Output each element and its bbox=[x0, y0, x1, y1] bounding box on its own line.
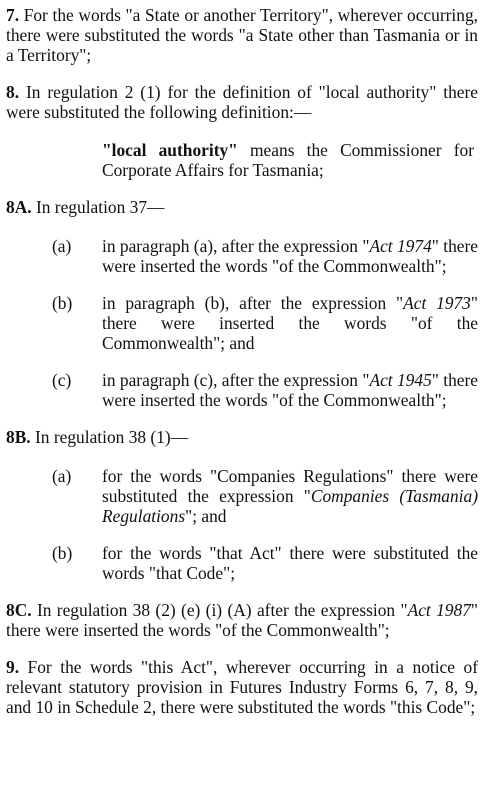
paragraph-7 bbox=[6, 5, 478, 65]
act-name: Act 1973 bbox=[403, 293, 471, 313]
text-segment: " there were inserted the words "of the Commonwealth"; bbox=[102, 236, 478, 276]
paragraph-text: In regulation 2 (1) for the definition of "local authority" there were substituted the following definition:— bbox=[6, 82, 478, 122]
paragraph-number: 8C. bbox=[6, 600, 32, 620]
paragraph-number: 7. bbox=[6, 5, 20, 25]
text-segment: in paragraph (b), after the expression " bbox=[102, 293, 404, 313]
paragraph-8b bbox=[6, 427, 478, 447]
text-segment: in paragraph (c), after the expression " bbox=[102, 370, 370, 390]
text-segment: " there were inserted the words "of the Commonwealth"; bbox=[102, 370, 478, 410]
subparagraph-text bbox=[102, 466, 478, 526]
definition-text: means the Commissioner for Corporate Affairs for Tasmania; bbox=[102, 140, 474, 180]
text-segment: In regulation 38 (2) (e) (i) (A) after the expression " bbox=[31, 600, 408, 620]
subparagraph-8a-a bbox=[6, 236, 478, 276]
text-segment: for the words "Companies Regulations" there were substituted the expression " bbox=[102, 466, 478, 506]
subparagraph-label: (a) bbox=[52, 466, 72, 486]
paragraph-8c bbox=[6, 600, 478, 640]
subparagraph-text bbox=[102, 293, 478, 353]
text-segment: "; and bbox=[185, 506, 227, 526]
subparagraph-8b-b bbox=[6, 543, 478, 583]
text-segment: in paragraph (a), after the expression " bbox=[102, 236, 370, 256]
act-name: Act 1974 bbox=[369, 236, 432, 256]
subparagraph-label: (b) bbox=[52, 293, 73, 313]
text-segment: " there were inserted the words "of the Commonwealth"; and bbox=[102, 293, 478, 353]
subparagraph-label: (b) bbox=[52, 543, 73, 563]
act-name: Act 1987 bbox=[407, 600, 471, 620]
text-segment: " there were inserted the words "of the Commonwealth"; bbox=[6, 600, 478, 640]
subparagraph-text bbox=[102, 236, 478, 276]
paragraph-9 bbox=[6, 657, 478, 717]
subparagraph-8a-b bbox=[6, 293, 478, 353]
paragraph-text: In regulation 38 (1)— bbox=[30, 427, 189, 447]
subparagraph-label: (a) bbox=[52, 236, 72, 256]
paragraph-8a bbox=[6, 197, 478, 217]
paragraph-number: 8B. bbox=[6, 427, 31, 447]
definition-local-authority bbox=[102, 140, 474, 180]
paragraph-text: For the words "this Act", wherever occurring in a notice of relevant statutory provision in Futures Industry Forms 6, 7, 8, 9, and 10 in Schedule 2, there were substituted the words "this Code"; bbox=[6, 657, 478, 717]
paragraph-number: 9. bbox=[6, 657, 20, 677]
paragraph-number: 8A. bbox=[6, 197, 32, 217]
act-name: Act 1945 bbox=[369, 370, 432, 390]
subparagraph-label: (c) bbox=[52, 370, 72, 390]
subparagraph-text: for the words "that Act" there were substituted the words "that Code"; bbox=[102, 543, 478, 583]
paragraph-number: 8. bbox=[6, 82, 20, 102]
definition-term: "local authority" bbox=[102, 140, 238, 160]
paragraph-text: For the words "a State or another Territory", wherever occurring, there were substituted the words "a State other than Tasmania or in a Territory"; bbox=[6, 5, 478, 65]
subparagraph-text bbox=[102, 370, 478, 410]
paragraph-text: In regulation 37— bbox=[31, 197, 165, 217]
paragraph-8 bbox=[6, 82, 478, 122]
regulations-name: Companies (Tasmania) Regulations bbox=[102, 486, 478, 526]
subparagraph-8a-c bbox=[6, 370, 478, 410]
subparagraph-8b-a bbox=[6, 466, 478, 526]
